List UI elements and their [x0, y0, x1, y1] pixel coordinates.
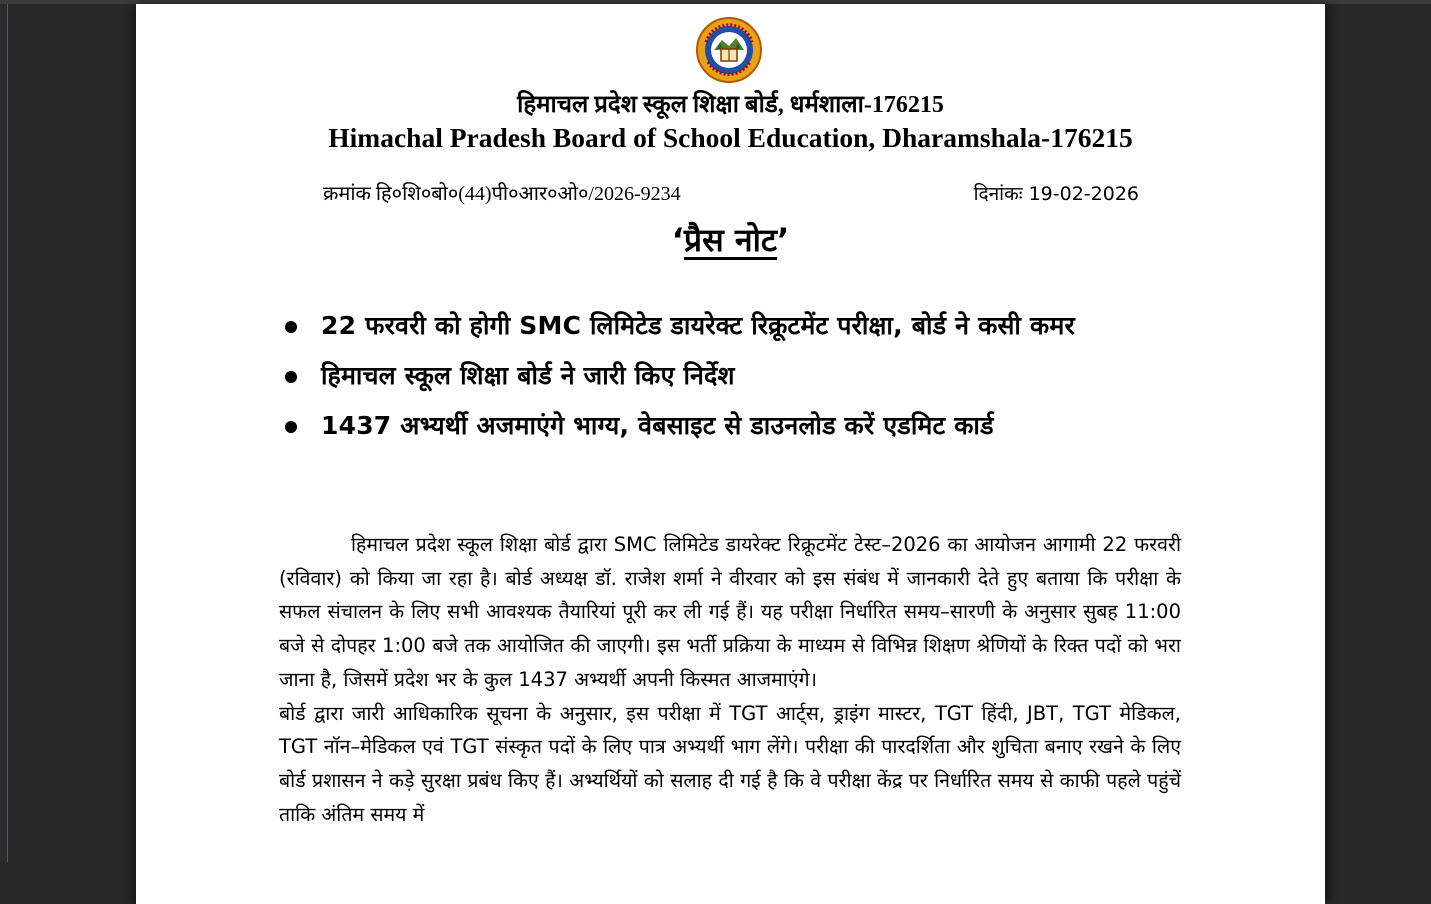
title-close-quote: ’ — [777, 221, 790, 259]
reference-label: क्रमांक — [323, 183, 371, 205]
highlight-item — [281, 304, 1181, 348]
letterhead-title-english: Himachal Pradesh Board of School Education, Dharamshala-176215 — [328, 122, 1133, 153]
highlight-text: 1437 अभ्यर्थी अजमाएंगे भाग्य, वेबसाइट से डाउनलोड करें एडमिट कार्ड — [321, 411, 994, 440]
letterhead-title-hindi: हिमाचल प्रदेश स्कूल शिक्षा बोर्ड, धर्मशाला-176215 — [517, 92, 944, 118]
bullet-icon — [285, 421, 297, 433]
highlight-text: 22 फरवरी को होगी SMC लिमिटेड डायरेक्ट रिक्रूटमेंट परीक्षा, बोर्ड ने कसी कमर — [321, 311, 1075, 340]
highlight-text: हिमाचल स्कूल शिक्षा बोर्ड ने जारी किए निर्देश — [321, 361, 735, 390]
reference-number — [323, 180, 681, 208]
body-paragraph: हिमाचल प्रदेश स्कूल शिक्षा बोर्ड द्वारा SMC लिमिटेड डायरेक्ट रिक्रूटमेंट टेस्ट–2026 का आयोजन आगामी 22 फरवरी (रविवार) को किया जा रहा है। बोर्ड अध्यक्ष डॉ. राजेश शर्मा ने वीरवार को इस संबंध में जानकारी देते हुए बताया कि परीक्षा के सफल संचालन के लिए सभी आवश्यक तैयारियां पूरी कर ली गई हैं। यह परीक्षा निर्धारित समय–सारणी के अनुसार सुबह 11:00 बजे से दोपहर 1:00 बजे तक आयोजित की जाएगी। इस भर्ती प्रक्रिया के माध्यम से विभिन्न शिक्षण श्रेणियों के रिक्त पदों को भरा जाना है, जिसमें प्रदेश भर के कुल 1437 अभ्यर्थी अपनी किस्मत आजमाएंगे। — [279, 533, 1181, 691]
bullet-icon — [285, 321, 297, 333]
document-page — [136, 4, 1325, 904]
title-text: प्रैस नोट — [683, 221, 778, 259]
document-title — [136, 216, 1325, 264]
body-paragraph: बोर्ड द्वारा जारी आधिकारिक सूचना के अनुसार, इस परीक्षा में TGT आर्ट्स, ड्राइंग मास्टर, TGT हिंदी, JBT, TGT मेडिकल, TGT नॉन–मेडिकल एवं TGT संस्कृत पदों के लिए पात्र अभ्यर्थी भाग लेंगे। परीक्षा की पारदर्शिता और शुचिता बनाए रखने के लिए बोर्ड प्रशासन ने कड़े सुरक्षा प्रबंध किए हैं। अभ्यर्थियों को सलाह दी गई है कि वे परीक्षा केंद्र पर निर्धारित समय से काफी पहले पहुंचें ताकि अंतिम समय में — [279, 701, 1181, 826]
document-date — [974, 180, 1139, 208]
viewer-left-rail — [0, 4, 8, 862]
highlight-item — [281, 404, 1181, 448]
date-value: 19-02-2026 — [1028, 183, 1139, 205]
title-open-quote: ‘ — [671, 221, 684, 259]
date-label: दिनांकः — [973, 183, 1023, 205]
highlights-list — [281, 304, 1181, 454]
press-note-body — [279, 528, 1181, 831]
reference-value: हि०शि०बो०(44)पी०आर०ओ०/2026-9234 — [375, 183, 681, 205]
bullet-icon — [285, 371, 297, 383]
hpbose-emblem-icon — [690, 16, 768, 84]
highlight-item — [281, 354, 1181, 398]
